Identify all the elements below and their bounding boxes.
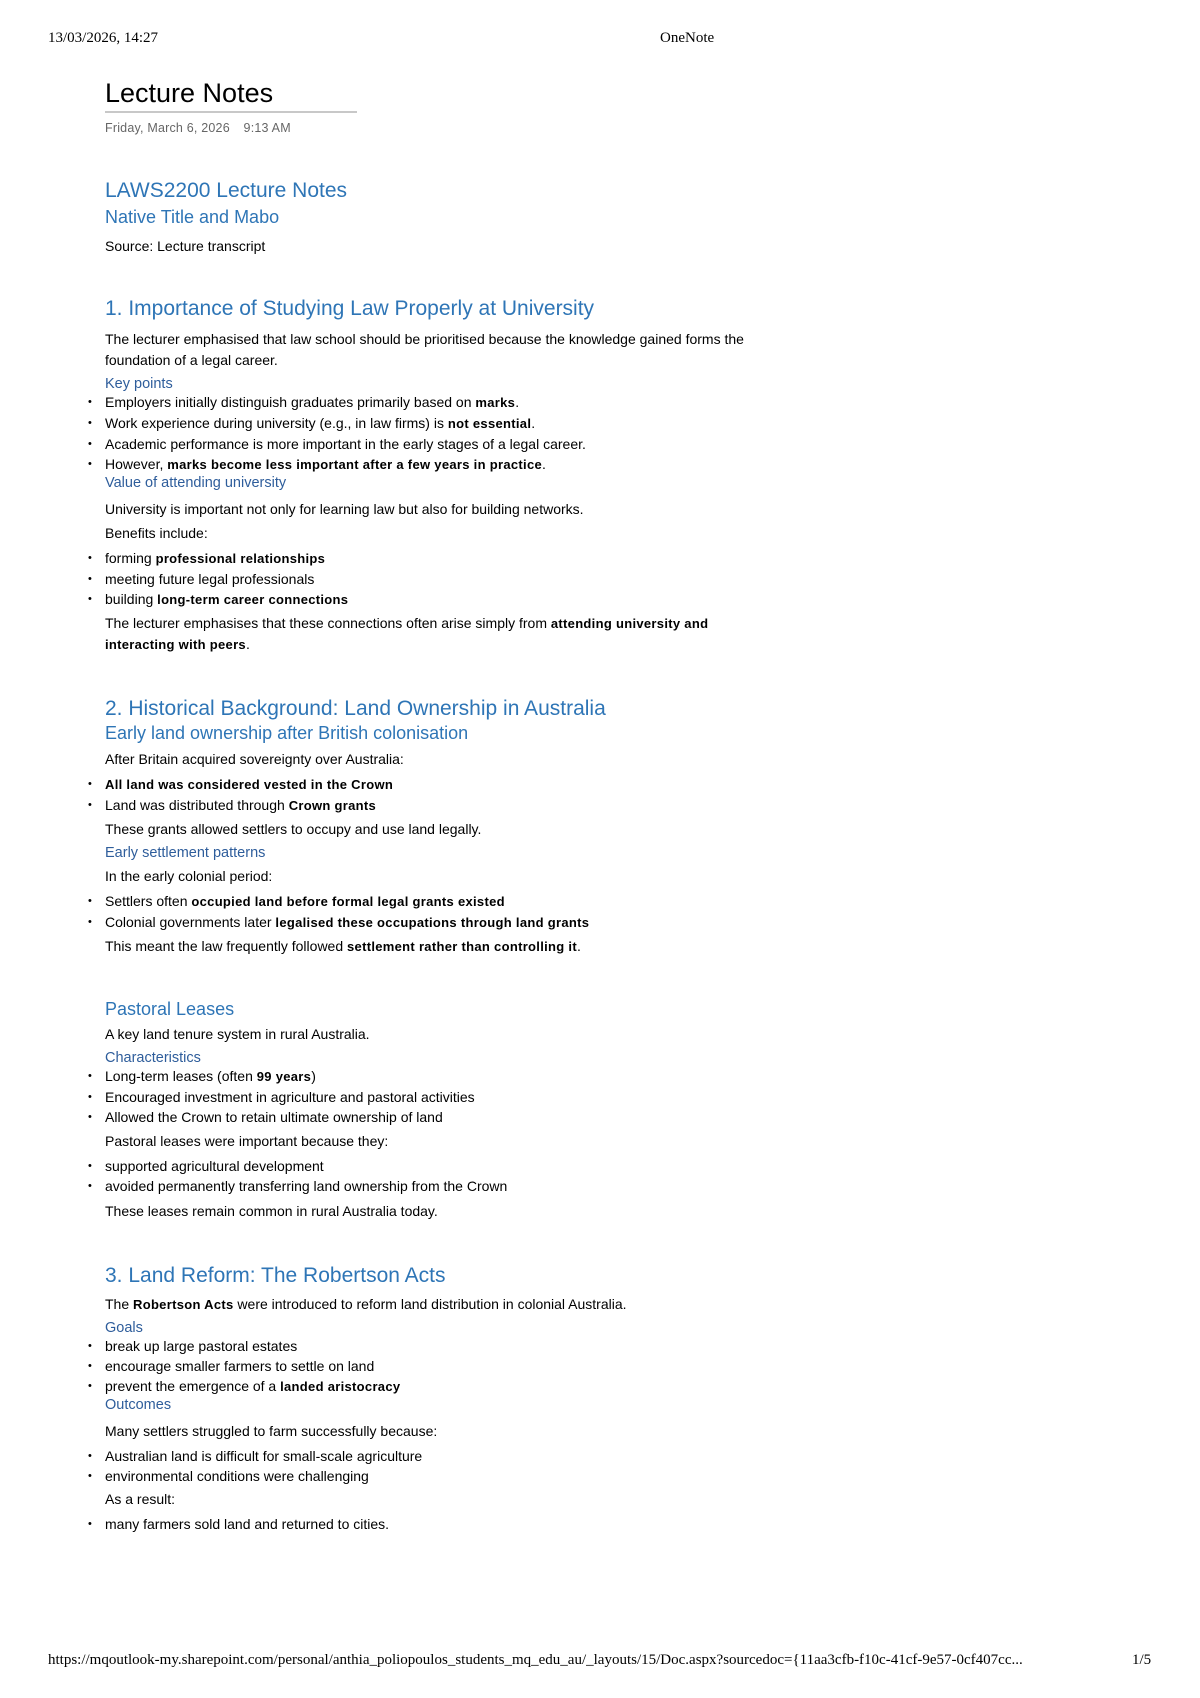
list-item: • break up large pastoral estates <box>105 1336 745 1356</box>
list-item: • Australian land is difficult for small-scale agriculture <box>105 1446 745 1466</box>
settlement-heading: Early settlement patterns <box>105 845 266 861</box>
settlement-list <box>105 891 745 933</box>
list-item: • Settlers often occupied land before formal legal grants existed <box>105 891 745 912</box>
benefits-intro: Benefits include: <box>105 525 208 541</box>
result-intro: As a result: <box>105 1491 176 1507</box>
list-item: • Encouraged investment in agriculture and pastoral activities <box>105 1087 745 1107</box>
page-title: Lecture Notes <box>105 78 357 113</box>
print-footer-url: https://mqoutlook-my.sharepoint.com/personal/anthia_poliopoulos_students_mq_edu_au/_layouts/15/Doc.aspx?sourcedoc={11aa3cfb-f10c-41cf-9e57-0cf407cc... <box>48 1652 1023 1668</box>
print-header-app-name: OneNote <box>660 30 715 46</box>
settlement-intro: In the early colonial period: <box>105 868 273 884</box>
settlement-after: This meant the law frequently followed settlement rather than controlling it. <box>105 938 581 954</box>
list-item: • Work experience during university (e.g., in law firms) is not essential. <box>105 413 745 434</box>
grants-text: These grants allowed settlers to occupy and use land legally. <box>105 821 482 837</box>
outcomes-list <box>105 1446 745 1486</box>
outcomes-heading: Outcomes <box>105 1397 172 1413</box>
page-created-meta <box>105 121 745 135</box>
section-2-sub-heading: Early land ownership after British colonisation <box>105 723 469 743</box>
value-heading: Value of attending university <box>105 475 287 491</box>
pastoral-why-intro: Pastoral leases were important because they: <box>105 1133 389 1149</box>
list-item: • Academic performance is more important in the early stages of a legal career. <box>105 434 745 454</box>
list-item: • avoided permanently transferring land ownership from the Crown <box>105 1176 745 1196</box>
section-3-title: 3. Land Reform: The Robertson Acts <box>105 1264 446 1287</box>
section-1-intro: The lecturer emphasised that law school should be prioritised because the knowledge gained forms the foundation of a legal career. <box>105 331 744 368</box>
list-item: • However, marks become less important after a few years in practice. <box>105 454 745 475</box>
list-item: • forming professional relationships <box>105 548 745 569</box>
pastoral-leases-heading: Pastoral Leases <box>105 999 235 1019</box>
key-points-heading: Key points <box>105 376 173 392</box>
print-footer-page-number: 1/5 <box>1132 1652 1152 1668</box>
list-item: • encourage smaller farmers to settle on land <box>105 1356 745 1376</box>
pastoral-intro: A key land tenure system in rural Australia. <box>105 1026 370 1042</box>
page-time: 9:13 AM <box>243 121 291 135</box>
pastoral-after: These leases remain common in rural Australia today. <box>105 1203 438 1219</box>
sovereignty-intro: After Britain acquired sovereignty over Australia: <box>105 751 404 767</box>
section-1-title: 1. Importance of Studying Law Properly at University <box>105 297 595 320</box>
pastoral-why-list <box>105 1156 745 1196</box>
robertson-intro: The Robertson Acts were introduced to reform land distribution in colonial Australia. <box>105 1296 627 1312</box>
goals-heading: Goals <box>105 1320 143 1336</box>
section-1-closing: The lecturer emphasises that these connections often arise simply from attending university and interacting with peers. <box>105 615 709 652</box>
goals-list <box>105 1336 745 1397</box>
page-date: Friday, March 6, 2026 <box>105 121 230 135</box>
list-item: • many farmers sold land and returned to cities. <box>105 1514 745 1534</box>
benefits-list <box>105 548 745 610</box>
list-item: • Employers initially distinguish graduates primarily based on marks. <box>105 392 745 413</box>
key-points-list <box>105 392 745 475</box>
list-item: • Long-term leases (often 99 years) <box>105 1066 745 1087</box>
list-item: • supported agricultural development <box>105 1156 745 1176</box>
list-item: • environmental conditions were challenging <box>105 1466 745 1486</box>
document-subtitle: Native Title and Mabo <box>105 207 280 227</box>
section-2-title: 2. Historical Background: Land Ownership in Australia <box>105 697 606 720</box>
characteristics-list <box>105 1066 745 1127</box>
characteristics-heading: Characteristics <box>105 1050 201 1066</box>
list-item: • All land was considered vested in the Crown <box>105 774 745 795</box>
list-item: • Colonial governments later legalised these occupations through land grants <box>105 912 745 933</box>
value-text: University is important not only for learning law but also for building networks. <box>105 501 584 517</box>
source-line: Source: Lecture transcript <box>105 238 266 254</box>
document-title: LAWS2200 Lecture Notes <box>105 179 348 202</box>
list-item: • Land was distributed through Crown grants <box>105 795 745 816</box>
crown-list <box>105 774 745 816</box>
outcomes-intro: Many settlers struggled to farm successfully because: <box>105 1423 438 1439</box>
result-list <box>105 1514 745 1534</box>
note-page <box>105 78 745 1534</box>
list-item: • prevent the emergence of a landed aristocracy <box>105 1376 745 1397</box>
list-item: • Allowed the Crown to retain ultimate ownership of land <box>105 1107 745 1127</box>
list-item: • meeting future legal professionals <box>105 569 745 589</box>
list-item: • building long-term career connections <box>105 589 745 610</box>
print-header-datetime: 13/03/2026, 14:27 <box>48 30 159 46</box>
